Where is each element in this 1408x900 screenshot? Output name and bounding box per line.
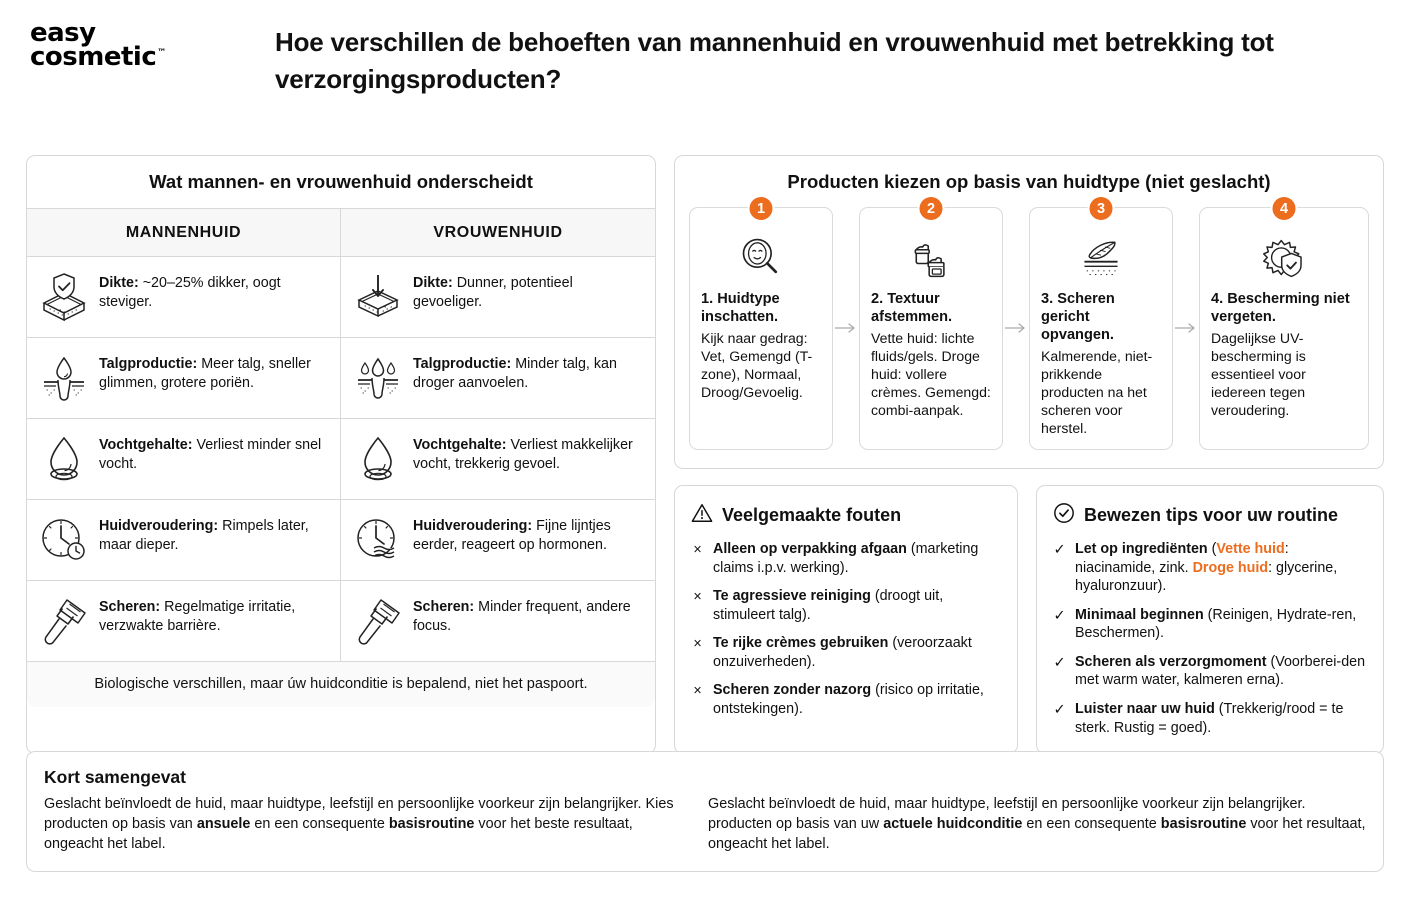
summary-left-p2: en een consequente	[250, 815, 389, 832]
column-header-male: MANNENHUID	[27, 209, 341, 256]
tips-title: Bewezen tips voor uw routine	[1084, 504, 1339, 525]
sebum-pore-single-drop-icon	[38, 352, 90, 404]
tip-part: (	[1207, 540, 1217, 557]
skin-layers-shield-icon	[38, 271, 90, 323]
razor-icon	[352, 595, 404, 647]
list-item	[1053, 653, 1367, 690]
sun-shield-icon	[1211, 233, 1357, 283]
table-row	[27, 338, 655, 419]
step-card-2[interactable]	[859, 200, 1003, 450]
tip-part: : niacinamide, zink.	[1075, 540, 1289, 576]
list-item	[1053, 700, 1367, 737]
step-heading-4: 4. Bescherming niet vergeten.	[1211, 291, 1350, 325]
list-item	[1053, 540, 1367, 596]
step-heading-3: 3. Scheren gericht opvangen.	[1041, 291, 1115, 343]
mistakes-title-row	[691, 502, 1001, 529]
water-drop-ripple-icon	[352, 433, 404, 485]
summary-right-p3: voor het resultaat, ongeacht het label.	[708, 815, 1366, 852]
cell-label: Vochtgehalte:	[99, 437, 193, 453]
check-marker: ✓	[1053, 702, 1066, 719]
cell-body: Meer talg, sneller glimmen, grotere poriën.	[99, 356, 311, 391]
list-item-rest: (droogt uit, stimuleert talg).	[713, 588, 944, 623]
check-marker: ✓	[1053, 654, 1066, 671]
steps-card	[674, 155, 1384, 469]
summary-right-p2: en een consequente	[1022, 815, 1161, 832]
list-item-text	[713, 587, 1001, 624]
brand-logo-line2	[30, 41, 166, 72]
comparison-header-row	[27, 209, 655, 257]
tips-card	[1036, 485, 1384, 754]
step-card-1[interactable]	[689, 200, 833, 450]
cell-label: Scheren:	[99, 599, 161, 615]
summary-title: Kort samengevat	[44, 767, 186, 787]
cell-label: Talgproductie:	[99, 356, 198, 372]
cell-male-moisture	[27, 419, 341, 499]
steps-title: Producten kiezen op basis van huidtype (niet geslacht)	[787, 171, 1271, 192]
cell-text	[413, 352, 643, 393]
step-wrapper-1	[689, 200, 859, 450]
list-item-bold: Scheren als verzorgmoment	[1075, 653, 1267, 670]
brand-logo-line1: easy	[30, 18, 96, 48]
list-item-rest: (risico op irritatie, ontstekingen).	[713, 682, 984, 718]
main-columns	[26, 155, 1384, 754]
clock-aging-icon	[38, 514, 90, 566]
cell-female-aging	[341, 500, 655, 580]
cream-jars-icon	[871, 233, 991, 283]
list-item-bold: Te rijke crèmes gebruiken	[713, 635, 889, 652]
step-badge-3: 3	[1088, 195, 1115, 222]
list-item	[691, 587, 1001, 624]
arrow-icon	[833, 207, 859, 450]
step-heading-2: 2. Textuur afstemmen.	[871, 291, 953, 325]
list-item-text	[713, 540, 1001, 577]
list-item-text	[1075, 653, 1367, 690]
cross-marker: ×	[693, 636, 702, 653]
steps-row	[675, 200, 1383, 450]
cell-label: Dikte:	[413, 275, 453, 291]
cell-body: ~20–25% dikker, oogt steviger.	[99, 275, 281, 310]
cell-male-sebum	[27, 338, 341, 418]
highlight-oily-skin: Vette huid	[1216, 540, 1285, 557]
step-body-3: Kalmerende, niet-prikkende producten na het scheren voor herstel.	[1041, 347, 1153, 436]
bottom-right-boxes	[674, 485, 1384, 754]
list-item	[691, 540, 1001, 577]
summary-left-b2: basisroutine	[388, 815, 475, 832]
cell-male-shaving	[27, 581, 341, 661]
cell-body: Minder frequent, andere focus.	[413, 599, 631, 634]
step-wrapper-2	[859, 200, 1029, 450]
cell-male-thickness	[27, 257, 341, 337]
list-item-text	[1075, 606, 1367, 643]
cell-label: Talgproductie:	[413, 356, 512, 372]
magnifier-face-icon	[701, 233, 821, 283]
cell-text	[413, 514, 643, 555]
cell-body: Regelmatige irritatie, verzwakte barrière.	[99, 599, 296, 634]
comparison-card	[26, 155, 656, 754]
list-item-rest: (veroorzaakt onzuiverheden).	[713, 635, 972, 670]
cell-text	[413, 271, 643, 312]
summary-right-b1: actuele huidconditie	[883, 815, 1023, 832]
summary-left-b1: ansuele	[196, 815, 251, 832]
summary-card	[26, 751, 1384, 872]
cell-female-shaving	[341, 581, 655, 661]
cell-text	[99, 514, 328, 555]
cell-body: Minder talg, kan droger aanvoelen.	[413, 356, 617, 391]
list-item-text	[713, 634, 1001, 671]
cell-text	[99, 271, 328, 312]
trademark-mark: ™	[157, 48, 166, 59]
list-item-bold: Te agressieve reiniging	[713, 588, 871, 605]
check-marker: ✓	[1053, 541, 1066, 558]
summary-columns	[44, 795, 1366, 855]
cell-text	[413, 433, 643, 474]
cross-marker: ×	[693, 541, 702, 558]
page-title: Hoe verschillen de behoeften van mannenhuid en vrouwenhuid met betrekking tot verzorgingsproducten?	[275, 27, 1274, 94]
summary-right-p1: Geslacht beïnvloedt de huid, maar huidtype, leefstijl en persoonlijke voorkeur zijn belangrijker. producten op basis van uw	[708, 796, 1306, 832]
cell-label: Huidveroudering:	[413, 518, 533, 534]
cell-male-aging	[27, 500, 341, 580]
list-item-bold: Let op ingrediënten	[1075, 540, 1208, 557]
table-row	[27, 257, 655, 338]
cell-label: Scheren:	[413, 599, 475, 615]
cross-marker: ×	[693, 589, 702, 606]
cell-female-thickness	[341, 257, 655, 337]
step-badge-2: 2	[918, 195, 945, 222]
summary-text-right	[708, 795, 1366, 855]
list-item-bold: Luister naar uw huid	[1075, 701, 1215, 718]
cell-body: Dunner, potentieel gevoeliger.	[413, 275, 573, 310]
mistakes-title: Veelgemaakte fouten	[722, 504, 902, 525]
comparison-footnote: Biologische verschillen, maar úw huidconditie is bepalend, niet het paspoort.	[27, 662, 655, 707]
brand-logo	[0, 14, 275, 70]
cell-female-moisture	[341, 419, 655, 499]
cell-female-sebum	[341, 338, 655, 418]
mistakes-card	[674, 485, 1018, 754]
table-row	[27, 500, 655, 581]
tip-part: (Voorberei-den met warm water, kalmeren erna).	[1075, 653, 1366, 689]
list-item-text	[1075, 540, 1367, 596]
cell-text	[99, 433, 328, 474]
step-wrapper-3	[1029, 200, 1199, 450]
step-body-1: Kijk naar gedrag: Vet, Gemengd (T-zone), Normaal, Droog/Gevoelig.	[701, 329, 813, 400]
list-item	[691, 681, 1001, 718]
warning-triangle-icon	[691, 502, 713, 529]
column-header-female: VROUWENHUID	[433, 224, 563, 241]
step-wrapper-4	[1199, 200, 1369, 450]
clock-wrinkle-lines-icon	[352, 514, 404, 566]
page-header	[0, 0, 1408, 98]
razor-icon	[38, 595, 90, 647]
summary-right-b2: basisroutine	[1160, 815, 1247, 832]
list-item	[691, 634, 1001, 671]
list-item	[1053, 606, 1367, 643]
summary-text-left	[44, 795, 684, 855]
arrow-icon	[1003, 207, 1029, 450]
table-row	[27, 581, 655, 662]
cell-body: Verliest minder snel vocht.	[99, 437, 322, 472]
summary-column-left	[44, 795, 684, 855]
cell-body: Fijne lijntjes eerder, reageert op hormonen.	[413, 518, 611, 553]
arrow-icon	[1173, 207, 1199, 450]
tip-part: (Reinigen, Hydrate-ren, Beschermen).	[1075, 606, 1357, 642]
cell-body: Rimpels later, maar dieper.	[99, 518, 309, 553]
check-circle-icon	[1053, 502, 1075, 529]
step-heading-1: 1. Huidtype inschatten.	[701, 291, 780, 325]
tip-part: : glycerine, hyaluronzuur).	[1075, 559, 1338, 595]
list-item-bold: Scheren zonder nazorg	[713, 682, 872, 699]
feather-skin-icon	[1041, 233, 1161, 283]
list-item-bold: Alleen op verpakking afgaan	[713, 540, 907, 557]
tip-part: (Trekkerig/rood = te sterk. Rustig = goed).	[1075, 701, 1344, 736]
cell-text	[413, 595, 643, 636]
list-item-text	[713, 681, 1001, 718]
cross-marker: ×	[693, 683, 702, 700]
step-card-3[interactable]	[1029, 200, 1173, 450]
list-item-rest: (marketing claims i.p.v. werking).	[713, 540, 979, 576]
table-row	[27, 419, 655, 500]
cell-text	[99, 352, 328, 393]
tips-title-row	[1053, 502, 1367, 529]
cell-text	[99, 595, 328, 636]
comparison-title: Wat mannen- en vrouwenhuid onderscheidt	[27, 156, 655, 209]
step-badge-1: 1	[748, 195, 775, 222]
summary-column-right	[708, 795, 1366, 855]
cell-label: Vochtgehalte:	[413, 437, 507, 453]
step-badge-4: 4	[1271, 195, 1298, 222]
summary-left-p1: Geslacht beïnvloedt de huid, maar huidtype, leefstijl en persoonlijke voorkeur zijn belangrijker. Kies producten op basis van	[44, 796, 674, 832]
check-marker: ✓	[1053, 607, 1066, 624]
step-body-2: Vette huid: lichte fluids/gels. Droge huid: vollere crèmes. Gemengd: combi-aanpak.	[871, 329, 991, 418]
list-item-text	[1075, 700, 1367, 737]
right-column	[674, 155, 1384, 754]
list-item-bold: Minimaal beginnen	[1075, 606, 1204, 623]
skin-layers-arrow-down-icon	[352, 271, 404, 323]
sebum-pore-three-drops-icon	[352, 352, 404, 404]
highlight-dry-skin: Droge huid	[1192, 559, 1269, 576]
cell-label: Huidveroudering:	[99, 518, 219, 534]
summary-left-p3: voor het beste resultaat, ongeacht het label.	[44, 815, 633, 852]
step-body-4: Dagelijkse UV-bescherming is essentieel voor iedereen tegen veroudering.	[1211, 329, 1306, 418]
brand-logo-line2-text: cosmetic	[30, 41, 157, 72]
cell-body: Verliest makkelijker vocht, trekkerig gevoel.	[413, 437, 633, 472]
water-drop-ripple-icon	[38, 433, 90, 485]
step-card-4[interactable]	[1199, 200, 1369, 450]
cell-label: Dikte:	[99, 275, 139, 291]
